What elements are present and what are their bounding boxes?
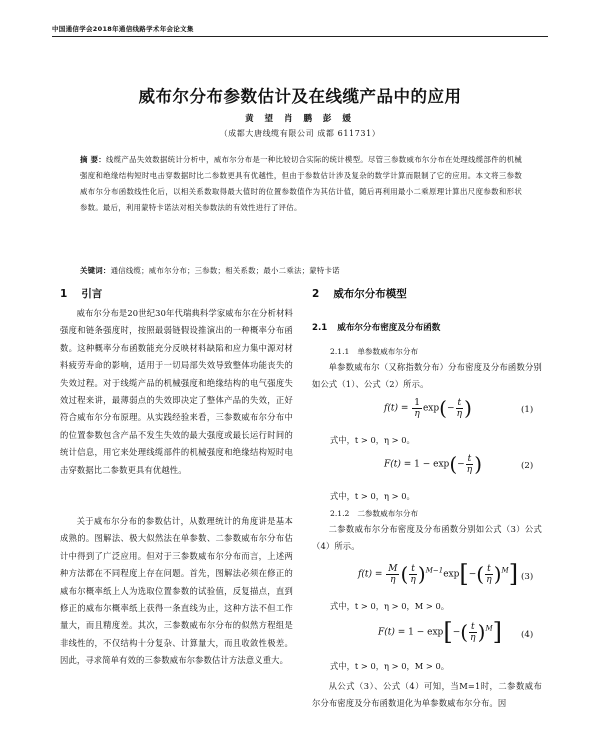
section-1-title: 引言 — [81, 288, 103, 300]
running-header: 中国通信学会2018年通信线路学术年会论文集 — [52, 25, 194, 33]
section-1-number: 1 — [60, 288, 68, 300]
abstract — [80, 152, 522, 216]
equation-2: F(t) = 1 − exp(− $\frac{t}{\eta}$ ) — [384, 452, 483, 476]
keywords-label: 关键词： — [80, 266, 111, 275]
subsection-2-1-1-heading — [330, 346, 418, 357]
section-2-heading — [312, 286, 407, 301]
subsection-2-1-number: 2.1 — [312, 323, 328, 333]
equation-1-condition: 式中，t > 0，η > 0。 — [330, 435, 415, 445]
section-1-heading — [60, 286, 102, 301]
subsection-2-1-1-title: 单参数威布尔分布 — [357, 347, 419, 356]
equation-2-condition: 式中，t > 0，η > 0。 — [330, 491, 415, 501]
keywords-text: 通信线缆；威布尔分布；三参数；相关系数；最小二乘法；蒙特卡诺 — [110, 266, 340, 275]
subsection-2-1-2-heading — [330, 508, 418, 519]
subsection-2-1-2-title: 二参数威布尔分布 — [357, 509, 419, 518]
abstract-text: 线缆产品失效数据统计分析中，威布尔分布是一种比较切合实际的统计模型。尽管三参数威布尔分布在处理线缆部件的机械强度和绝缘结构短时电击穿数据时比二参数更具有优越性，但由于参数估计涉及复杂的数学计算而限制了它的应用。本文将三参数威布尔分布函数线性化后，以相关系数取得最大值时的位置参数值作为其估计值，随后再利用最小二乘原理计算出尺度参数和形状参数。最后，利用蒙特卡诺法对相关参数法的有效性进行了评估。 — [80, 155, 523, 213]
paragraph-2-1-1: 单参数威布尔（又称指数分布）分布密度及分布函数分别如公式（1）、公式（2）所示。 — [312, 362, 542, 390]
section-2-title: 威布尔分布模型 — [333, 288, 407, 300]
paragraph-2-1-2: 二参数威布尔分布密度及分布函数分别如公式（3）公式（4）所示。 — [312, 524, 542, 552]
author-affiliation: （成都大唐线缆有限公司 成都 611731） — [219, 129, 381, 138]
subsection-2-1-heading — [312, 321, 440, 333]
equation-4-number: (4) — [521, 630, 534, 640]
paragraph-2-1-2-end: 从公式（3）、公式（4）可知，当M=1时，二参数威布尔分布密度及分布函数退化为单参数威布尔分布。因 — [312, 681, 542, 709]
equation-1: f(t) = $\frac{1}{\eta}$ exp(− $\frac{t}{\eta}$ ) — [384, 396, 472, 420]
keywords — [80, 265, 522, 276]
paper-authors: 黄 望 肖 鹏 彭 媛 — [245, 114, 355, 124]
abstract-label: 摘 要： — [80, 155, 107, 164]
subsection-2-1-1-number: 2.1.1 — [330, 347, 350, 356]
equation-2-number: (2) — [521, 461, 534, 471]
subsection-2-1-2-number: 2.1.2 — [330, 509, 350, 518]
header-divider — [52, 36, 548, 37]
subsection-2-1-title: 威布尔分布密度及分布函数 — [337, 323, 441, 333]
equation-3-number: (3) — [521, 572, 534, 582]
equation-3: f(t) = $\frac{M}{\eta}$ ( $\frac{t}{\eta}$ )$^{M-1}$exp[−( $\frac{t}{\eta}$ )$^M$] — [358, 560, 519, 588]
intro-paragraph-2: 关于威布尔分布的参数估计，从数理统计的角度讲是基本成熟的。图解法、极大似然法在单参数、二参数威布尔分布估计中得到了广泛应用。但对于三参数威布尔分布而言，上述两种方法都在不同程度上存在问题。首先，图解法必须在修正的威布尔概率纸上人为选取位置参数的试验值，反复描点，直到修正的威布尔概率纸上获得一条直线为止，这种方法不但工作量大，而且精度差。其次，三参数威布尔分布的似然方程组是非线性的，不仅结构十分复杂、计算量大，而且收敛性极差。因此，寻求简单有效的三参数威布尔参数估计方法意义重大。 — [60, 516, 293, 666]
section-2-number: 2 — [312, 288, 320, 300]
equation-3-condition: 式中，t > 0，η > 0，M > 0。 — [330, 601, 450, 611]
paper-title: 威布尔分布参数估计及在线缆产品中的应用 — [138, 87, 462, 106]
equation-1-number: (1) — [521, 405, 534, 415]
intro-paragraph-1: 威布尔分布是20世纪30年代瑞典科学家威布尔在分析材料强度和链条强度时，按照最弱链假设推演出的一种概率分布函数。这种概率分布函数能充分反映材料缺陷和应力集中源对材料疲劳寿命的影响，适用于一切局部失效导致整体功能丧失的失效过程。对于线缆产品的机械强度和绝缘结构的电气强度失效过程来讲，最薄弱点的失效即决定了整体产品的失效，正好符合威布尔分布原理。从实践经验来看，三参数威布尔分布中的位置参数包含产品不发生失效的最大强度或最长运行时间的统计信息，用它来处理线缆部件的机械强度和绝缘结构短时电击穿数据比二参数更具有优越性。 — [60, 308, 293, 475]
equation-4: F(t) = 1 − exp[−( $\frac{t}{\eta}$ )$^M$] — [378, 618, 503, 646]
equation-4-condition: 式中，t > 0，η > 0，M > 0。 — [330, 661, 450, 671]
